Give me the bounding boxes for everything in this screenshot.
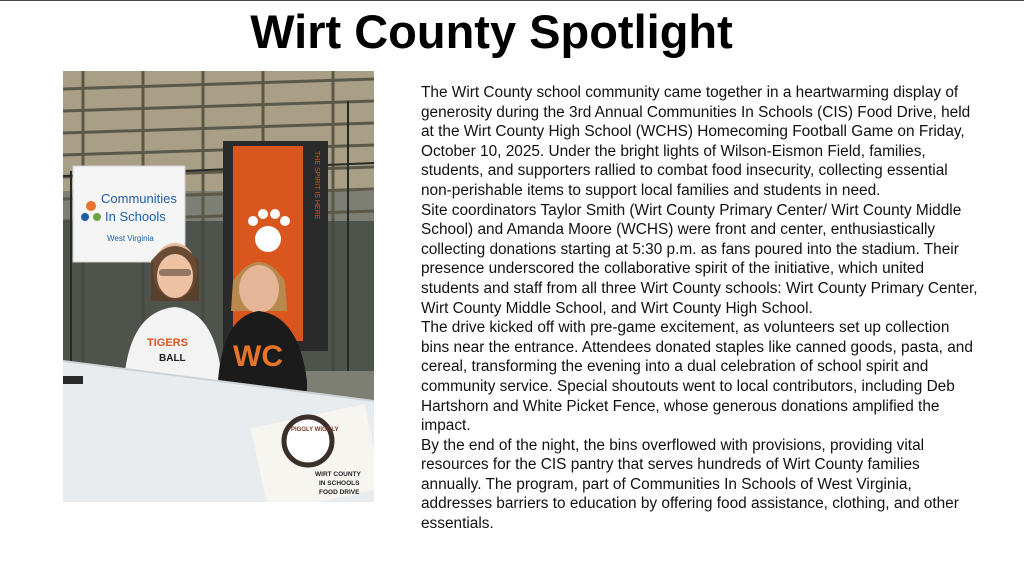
- flyer-text-line3: FOOD DRIVE: [319, 489, 360, 496]
- event-photo: [63, 71, 374, 502]
- top-rule: [0, 0, 1024, 1]
- banner-text-west-virginia: West Virginia: [107, 234, 154, 243]
- shirt-text-ball: BALL: [159, 353, 186, 364]
- banner-text-communities: Communities: [101, 191, 177, 206]
- article-paragraph-1: The Wirt County school community came together in a heartwarming display of generosity during the 3rd Annual Communities In Schools (CIS) Food Drive, held at the Wirt County High School (WCHS) Homecoming Football Game on Friday, October 10, 2025. Under the bright lights of Wilson-Eismon Field, families, students, and supporters rallied to combat food insecurity, collecting essential non-perishable items to support local families and students in need.: [421, 84, 971, 199]
- flyer-text-line2: IN SCHOOLS: [319, 480, 360, 487]
- article-paragraph-4: By the end of the night, the bins overflowed with provisions, providing vital resources for the CIS pantry that serves hundreds of Wirt County families annually. The program, part of Communities In Schools of West Virginia, addresses barriers to education by offering food assistance, clothing, and other essentials.: [421, 436, 959, 533]
- flag-vertical-text: THE SPIRIT IS HERE: [313, 151, 320, 220]
- article-paragraph-2: Site coordinators Taylor Smith (Wirt County Primary Center/ Wirt County Middle School) and Amanda Moore (WCHS) were front and center, enthusiastically collecting donations starting at 5:30 p.m. as fans poured into the stadium. Their presence underscored the collaborative spirit of the initiative, which united students and staff from all three Wirt County schools: Wirt County Primary Center, Wirt County Middle School, and Wirt County High School.: [421, 201, 978, 317]
- flyer-text-line1: WIRT COUNTY: [315, 471, 361, 478]
- banner-text-in-schools: In Schools: [105, 209, 166, 224]
- shirt-text-wc: WC: [233, 340, 283, 373]
- page-title: Wirt County Spotlight: [250, 5, 733, 58]
- article-paragraph-3: The drive kicked off with pre-game excitement, as volunteers set up collection bins near the entrance. Attendees donated staples like canned goods, pasta, and cereal, transforming the evening into a dual celebration of school spirit and community service. Special shoutouts went to local contributors, including Deb Hartshorn and White Picket Fence, whose generous donations amplified the impact.: [421, 319, 973, 435]
- article-body: [421, 83, 981, 534]
- sticker-ring-text: PIGGLY WIGGLY: [291, 427, 339, 433]
- shirt-text-tigers: TIGERS: [147, 337, 188, 349]
